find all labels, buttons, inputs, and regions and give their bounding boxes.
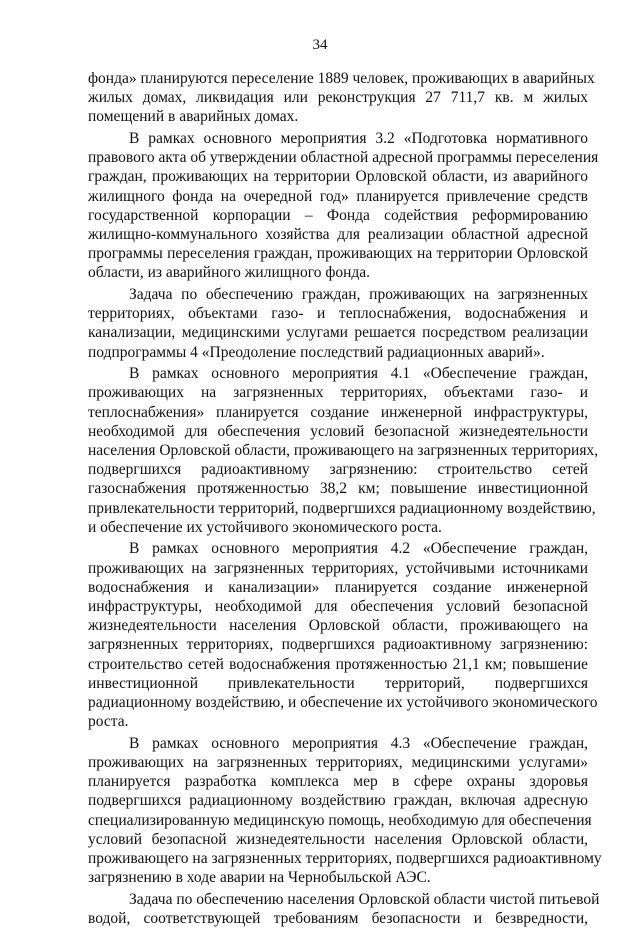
text-line: инфраструктуры, необходимой для обеспечения условий безопасной: [88, 598, 588, 616]
text-line: помещений в аварийных домах.: [88, 108, 299, 126]
text-line: специализированную медицинскую помощь, необходимую для обеспечения: [88, 811, 592, 829]
text-line: подпрограммы 4 «Преодоление последствий радиационных аварий».: [88, 343, 545, 361]
text-line: теплоснабжения» планируется создание инженерной инфраструктуры,: [88, 403, 588, 421]
text-line: Задача по обеспечению населения Орловской области чистой питьевой: [129, 890, 600, 908]
text-line: В рамках основного мероприятия 4.2 «Обеспечение граждан,: [129, 540, 588, 558]
text-line: В рамках основного мероприятия 4.1 «Обеспечение граждан,: [129, 365, 588, 383]
text-line: радиационному воздействию, и обеспечение их устойчивого экономического: [88, 694, 598, 712]
text-line: водоснабжения и канализации» планируется создание инженерной: [88, 578, 588, 596]
text-line: территориях, объектами газо- и теплоснабжения, водоснабжения и: [88, 305, 588, 323]
text-line: загрязнению в ходе аварии на Чернобыльской АЭС.: [88, 869, 431, 887]
text-line: государственной корпорации – Фонда содействия реформированию: [88, 206, 588, 224]
text-line: программы переселения граждан, проживающих на территории Орловской: [88, 245, 588, 263]
paragraph: [88, 734, 602, 888]
text-line: условий безопасной жизнедеятельности населения Орловской области,: [88, 830, 588, 848]
text-line: Задача по обеспечению граждан, проживающих на загрязненных: [129, 286, 588, 304]
paragraph: [88, 69, 595, 127]
text-line: проживающих на загрязненных территориях, медицинскими услугами»: [88, 754, 588, 772]
text-line: канализации, медицинскими услугами решается посредством реализации: [88, 324, 588, 342]
text-line: жилищно-коммунального хозяйства для реализации областной адресной: [88, 226, 588, 244]
text-line: проживающего на загрязненных территориях, подвергшихся радиоактивному: [88, 850, 602, 868]
text-line: подвергшихся радиоактивному загрязнению: строительство сетей: [88, 461, 588, 479]
paragraph: [88, 539, 598, 731]
paragraph: [88, 364, 599, 537]
paragraph: [88, 129, 599, 283]
text-line: фонда» планируются переселение 1889 человек, проживающих в аварийных: [88, 70, 595, 87]
text-line: строительство сетей водоснабжения протяженностью 21,1 км; повышение: [88, 655, 588, 673]
text-line: правового акта об утверждении областной адресной программы переселения: [88, 149, 599, 167]
paragraph: [88, 285, 588, 362]
text-line: граждан, проживающих на территории Орловской области, из аварийного: [88, 168, 588, 186]
text-line: подвергшихся радиационному воздействию граждан, включая адресную: [88, 792, 588, 810]
page-number: 34: [312, 37, 328, 53]
document-body: [88, 69, 602, 931]
text-line: загрязненных территориях, подвергшихся радиоактивному загрязнению:: [88, 636, 588, 654]
text-line: В рамках основного мероприятия 4.3 «Обеспечение граждан,: [129, 734, 588, 752]
text-line: инвестиционной привлекательности территорий, подвергшихся: [88, 674, 588, 692]
text-line: привлекательности территорий, подвергшихся радиационному воздействию,: [88, 499, 596, 517]
text-line: планируется разработка комплекса мер в сфере охраны здоровья: [88, 773, 588, 791]
text-line: населения Орловской области, проживающего на загрязненных территориях,: [88, 442, 599, 460]
text-line: области, из аварийного жилищного фонда.: [88, 264, 371, 282]
text-line: необходимой для обеспечения условий безопасной жизнедеятельности: [88, 422, 588, 440]
text-line: и обеспечение их устойчивого экономического роста.: [88, 518, 442, 536]
text-line: жилищного фонда на очередной год» планируется привлечение средств: [88, 187, 588, 205]
text-line: роста.: [88, 713, 129, 731]
text-line: водой, соответствующей требованиям безопасности и безвредности,: [88, 910, 588, 928]
text-line: газоснабжения протяженностью 38,2 км; повышение инвестиционной: [88, 480, 588, 498]
text-line: жилых домах, ликвидация или реконструкция 27 711,7 кв. м жилых: [88, 89, 588, 107]
text-line: проживающих на загрязненных территориях, устойчивыми источниками: [88, 559, 588, 577]
text-line: В рамках основного мероприятия 3.2 «Подготовка нормативного: [129, 130, 588, 147]
paragraph: [88, 890, 600, 928]
text-line: проживающих на загрязненных территориях, объектами газо- и: [88, 384, 588, 402]
text-line: жизнедеятельности населения Орловской области, проживающего на: [88, 617, 588, 635]
